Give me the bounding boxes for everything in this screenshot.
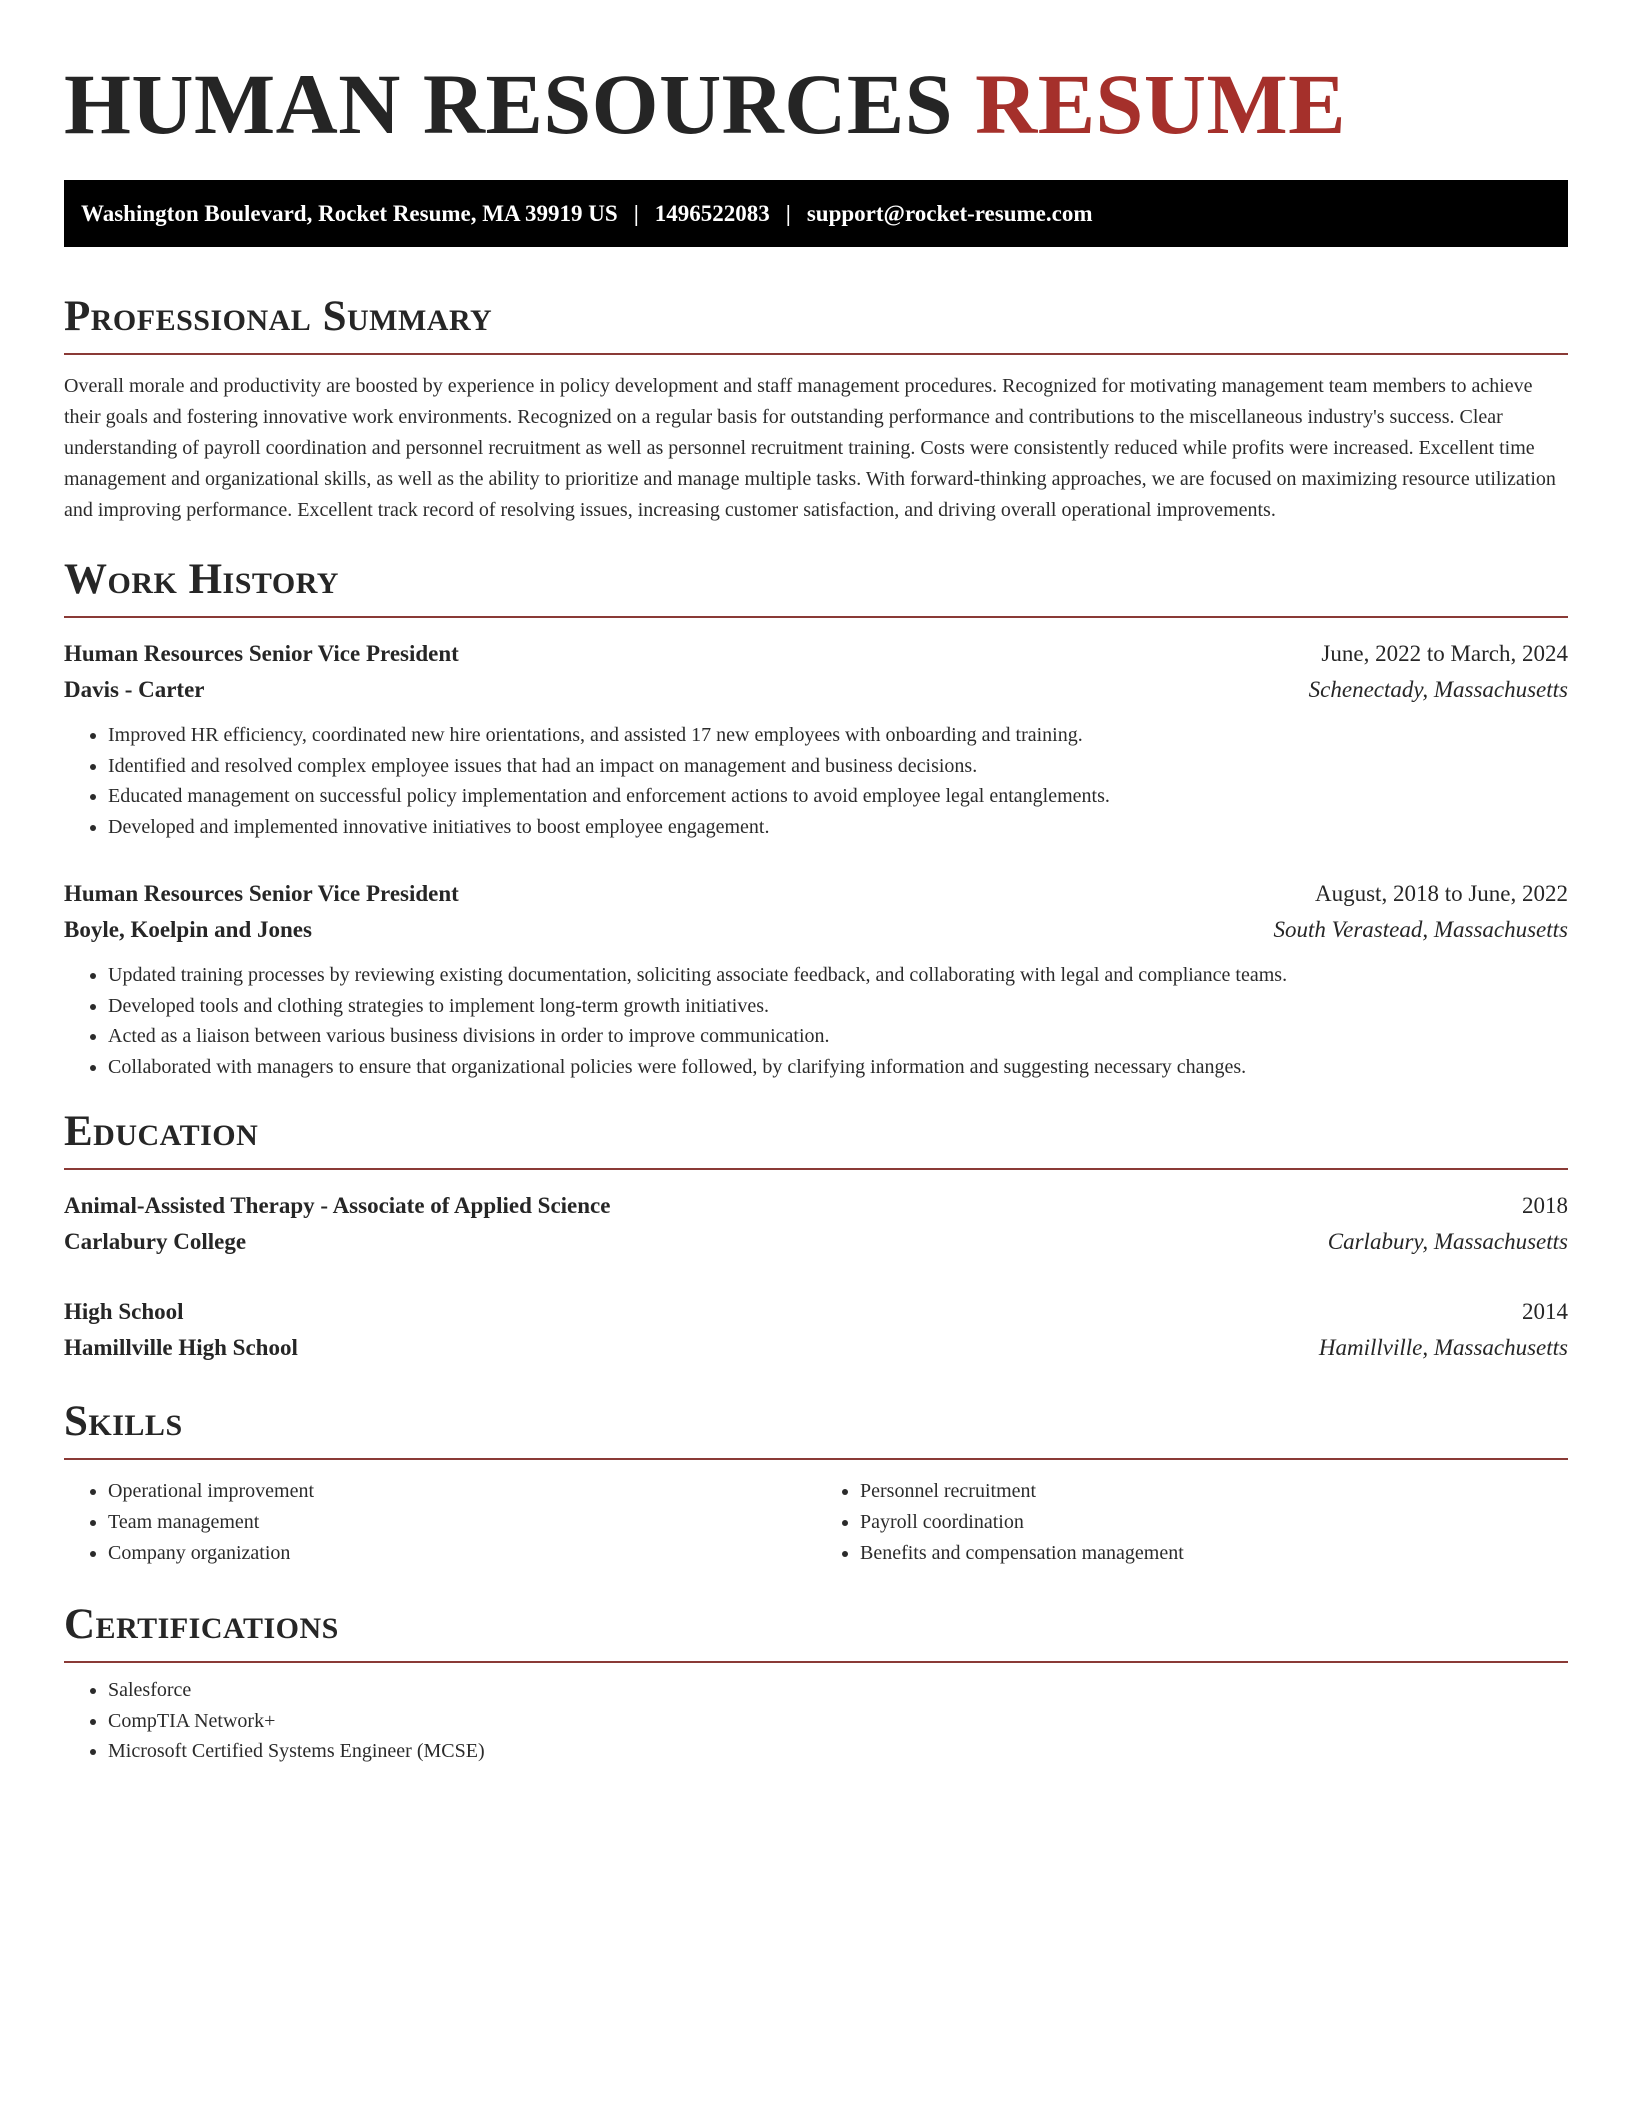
summary-heading: Professional Summary bbox=[64, 289, 1568, 355]
contact-separator: | bbox=[785, 200, 791, 226]
skill-item: • Personnel recruitment bbox=[860, 1476, 1568, 1507]
summary-text: Overall morale and productivity are boosted by experience in policy development and staff management procedures. Recognized for motivating management team members to achieve their goals and fostering innovative work environments. Recognized on a regular basis for outstanding performance and contributions to the miscellaneous industry's success. Clear understanding of payroll coordination and personnel recruitment as well as personnel recruitment training. Costs were consistently reduced while profits were increased. Excellent time management and organizational skills, as well as the ability to prioritize and manage multiple tasks. With forward-thinking approaches, we are focused on maximizing resource utilization and improving performance. Excellent track record of resolving issues, increasing customer satisfaction, and driving overall operational improvements. bbox=[64, 375, 1556, 521]
education-year: 2014 bbox=[1522, 1299, 1568, 1324]
certifications-heading: Certifications bbox=[64, 1597, 1568, 1663]
job-title: Human Resources Senior Vice President bbox=[64, 881, 459, 906]
job-bullet: • Developed tools and clothing strategies to implement long-term growth initiatives. bbox=[108, 991, 1568, 1022]
education-degree: Animal-Assisted Therapy - Associate of Applied Science bbox=[64, 1193, 611, 1218]
job-company-row bbox=[64, 672, 1568, 708]
skills-list-left bbox=[64, 1476, 816, 1569]
job-entry bbox=[64, 636, 1568, 842]
summary-section bbox=[64, 247, 1568, 526]
title-accent: RESUME bbox=[975, 56, 1347, 152]
job-location: South Verastead, Massachusetts bbox=[1273, 917, 1568, 942]
job-bullet: • Collaborated with managers to ensure that organizational policies were followed, by clarifying information and suggesting necessary changes. bbox=[108, 1052, 1568, 1083]
job-bullets bbox=[64, 960, 1568, 1082]
education-entry bbox=[64, 1188, 1568, 1260]
education-heading: Education bbox=[64, 1104, 1568, 1170]
education-degree-row bbox=[64, 1294, 1568, 1330]
certifications-section bbox=[64, 1569, 1568, 1767]
job-company: Davis - Carter bbox=[64, 677, 205, 702]
skill-item: • Operational improvement bbox=[108, 1476, 816, 1507]
education-location: Hamillville, Massachusetts bbox=[1318, 1335, 1568, 1360]
certifications-list bbox=[64, 1675, 1568, 1767]
contact-address: Washington Boulevard, Rocket Resume, MA 39919 US bbox=[81, 200, 618, 226]
job-company-row bbox=[64, 912, 1568, 948]
work-history-heading: Work History bbox=[64, 552, 1568, 618]
job-bullet: • Educated management on successful policy implementation and enforcement actions to avoid employee legal entanglements. bbox=[108, 781, 1568, 812]
work-history-section bbox=[64, 526, 1568, 1082]
job-bullet: • Developed and implemented innovative initiatives to boost employee engagement. bbox=[108, 812, 1568, 843]
job-title: Human Resources Senior Vice President bbox=[64, 641, 459, 666]
job-bullet: • Acted as a liaison between various business divisions in order to improve communication. bbox=[108, 1021, 1568, 1052]
job-dates: June, 2022 to March, 2024 bbox=[1321, 641, 1568, 666]
education-school-row bbox=[64, 1224, 1568, 1260]
education-school: Carlabury College bbox=[64, 1229, 247, 1254]
skills-list-right bbox=[816, 1476, 1568, 1569]
contact-bar bbox=[64, 180, 1568, 247]
job-bullet: • Improved HR efficiency, coordinated new hire orientations, and assisted 17 new employees with onboarding and training. bbox=[108, 720, 1568, 751]
certification-item: • Microsoft Certified Systems Engineer (MCSE) bbox=[108, 1736, 1568, 1767]
job-bullet: • Updated training processes by reviewing existing documentation, soliciting associate feedback, and collaborating with legal and compliance teams. bbox=[108, 960, 1568, 991]
contact-phone: 1496522083 bbox=[654, 200, 770, 226]
skill-item: • Team management bbox=[108, 1507, 816, 1538]
education-degree: High School bbox=[64, 1299, 184, 1324]
contact-email: support@rocket-resume.com bbox=[806, 200, 1093, 226]
education-entry bbox=[64, 1294, 1568, 1366]
skill-item: • Payroll coordination bbox=[860, 1507, 1568, 1538]
skill-item: • Benefits and compensation management bbox=[860, 1538, 1568, 1569]
job-title-row bbox=[64, 876, 1568, 912]
contact-separator: | bbox=[633, 200, 639, 226]
skill-item: • Company organization bbox=[108, 1538, 816, 1569]
certification-item: • CompTIA Network+ bbox=[108, 1706, 1568, 1737]
skills-section bbox=[64, 1366, 1568, 1569]
education-year: 2018 bbox=[1522, 1193, 1568, 1218]
job-bullet: • Identified and resolved complex employee issues that had an impact on management and business decisions. bbox=[108, 751, 1568, 782]
title-main: HUMAN RESOURCES bbox=[64, 56, 954, 152]
job-location: Schenectady, Massachusetts bbox=[1308, 677, 1568, 702]
education-section bbox=[64, 1082, 1568, 1366]
job-company: Boyle, Koelpin and Jones bbox=[64, 917, 312, 942]
education-school-row bbox=[64, 1330, 1568, 1366]
certification-item: • Salesforce bbox=[108, 1675, 1568, 1706]
resume-title bbox=[64, 0, 1568, 152]
job-dates: August, 2018 to June, 2022 bbox=[1315, 881, 1568, 906]
skills-heading: Skills bbox=[64, 1394, 1568, 1460]
education-school: Hamillville High School bbox=[64, 1335, 298, 1360]
education-degree-row bbox=[64, 1188, 1568, 1224]
job-bullets bbox=[64, 720, 1568, 842]
education-location: Carlabury, Massachusetts bbox=[1327, 1229, 1568, 1254]
job-entry bbox=[64, 876, 1568, 1082]
job-title-row bbox=[64, 636, 1568, 672]
skills-grid bbox=[64, 1476, 1568, 1569]
